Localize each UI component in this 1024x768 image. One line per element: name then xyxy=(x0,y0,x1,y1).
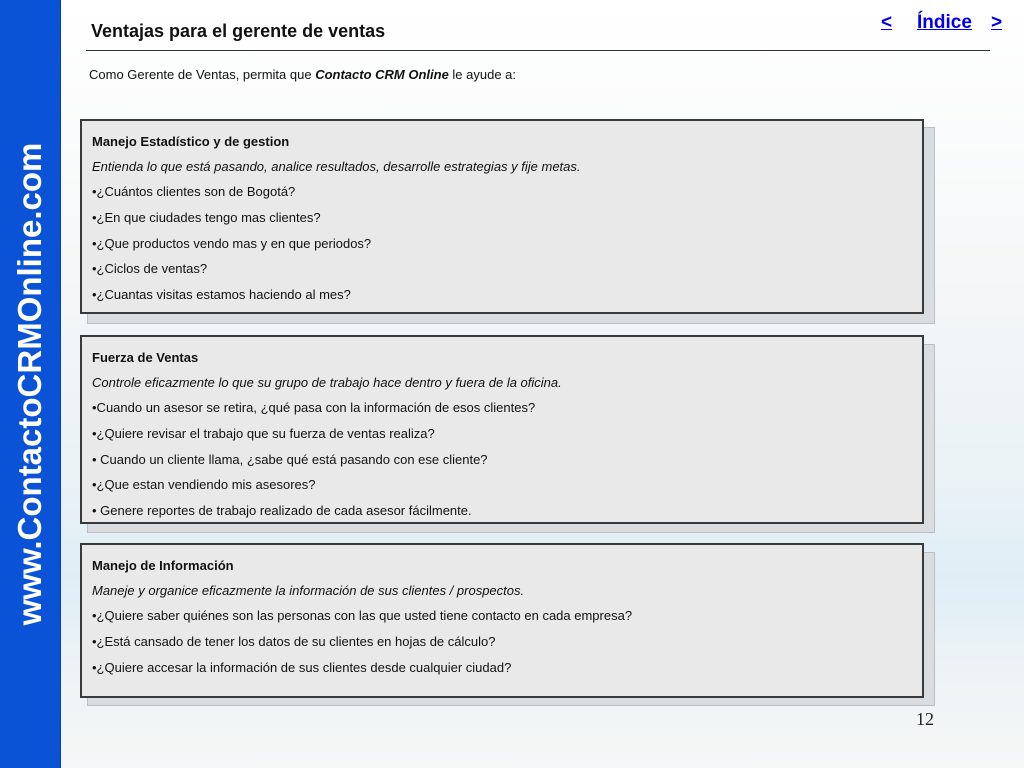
section-card-sales-force xyxy=(80,335,924,524)
list-item: •¿Cuantas visitas estamos haciendo al mes? xyxy=(92,287,351,303)
section-subtitle: Maneje y organice eficazmente la información de sus clientes / prospectos. xyxy=(92,583,525,598)
list-item: •¿Quiere accesar la información de sus clientes desde cualquier ciudad? xyxy=(92,659,512,675)
list-item: •¿Que estan vendiendo mis asesores? xyxy=(92,477,316,493)
section-card-statistics xyxy=(80,119,924,314)
list-item: • Genere reportes de trabajo realizado de cada asesor fácilmente. xyxy=(92,503,472,519)
intro-text xyxy=(89,67,516,82)
section-heading: Fuerza de Ventas xyxy=(92,350,199,365)
section-card-information xyxy=(80,543,924,698)
list-item: •¿En que ciudades tengo mas clientes? xyxy=(92,209,321,225)
list-item: •¿Cuántos clientes son de Bogotá? xyxy=(92,184,296,199)
page-number: 12 xyxy=(916,709,934,729)
list-item: •¿Ciclos de ventas? xyxy=(92,261,208,277)
section-subtitle: Entienda lo que está pasando, analice resultados, desarrolle estrategias y fije metas. xyxy=(92,159,581,174)
section-list xyxy=(92,607,922,677)
index-link[interactable]: Índice xyxy=(917,12,972,33)
intro-text-before: Como Gerente de Ventas, permita que xyxy=(89,67,316,82)
list-item: •¿Está cansado de tener los datos de su clientes en hojas de cálculo? xyxy=(92,633,496,649)
section-list xyxy=(92,399,922,520)
section-heading: Manejo de Información xyxy=(92,558,234,573)
list-item: • Cuando un cliente llama, ¿sabe qué está pasando con ese cliente? xyxy=(92,451,488,467)
page-title: Ventajas para el gerente de ventas xyxy=(91,21,386,41)
brand-name: Contacto CRM Online xyxy=(315,67,449,82)
sidebar-banner xyxy=(0,0,61,768)
list-item: •Cuando un asesor se retira, ¿qué pasa con la información de esos clientes? xyxy=(92,400,536,415)
next-slide-link[interactable]: > xyxy=(991,12,1003,33)
section-heading: Manejo Estadístico y de gestion xyxy=(92,134,290,149)
prev-slide-link[interactable]: < xyxy=(881,12,893,33)
title-divider xyxy=(86,50,990,51)
list-item: •¿Quiere revisar el trabajo que su fuerza de ventas realiza? xyxy=(92,425,435,441)
list-item: •¿Que productos vendo mas y en que periodos? xyxy=(92,235,372,251)
section-subtitle: Controle eficazmente lo que su grupo de trabajo hace dentro y fuera de la oficina. xyxy=(92,375,562,390)
list-item: •¿Quiere saber quiénes son las personas con las que usted tiene contacto en cada empresa? xyxy=(92,608,633,623)
sidebar-website-text: www.ContactoCRMOnline.com xyxy=(11,142,48,626)
intro-text-after: le ayude a: xyxy=(448,67,517,82)
section-list xyxy=(92,183,922,304)
